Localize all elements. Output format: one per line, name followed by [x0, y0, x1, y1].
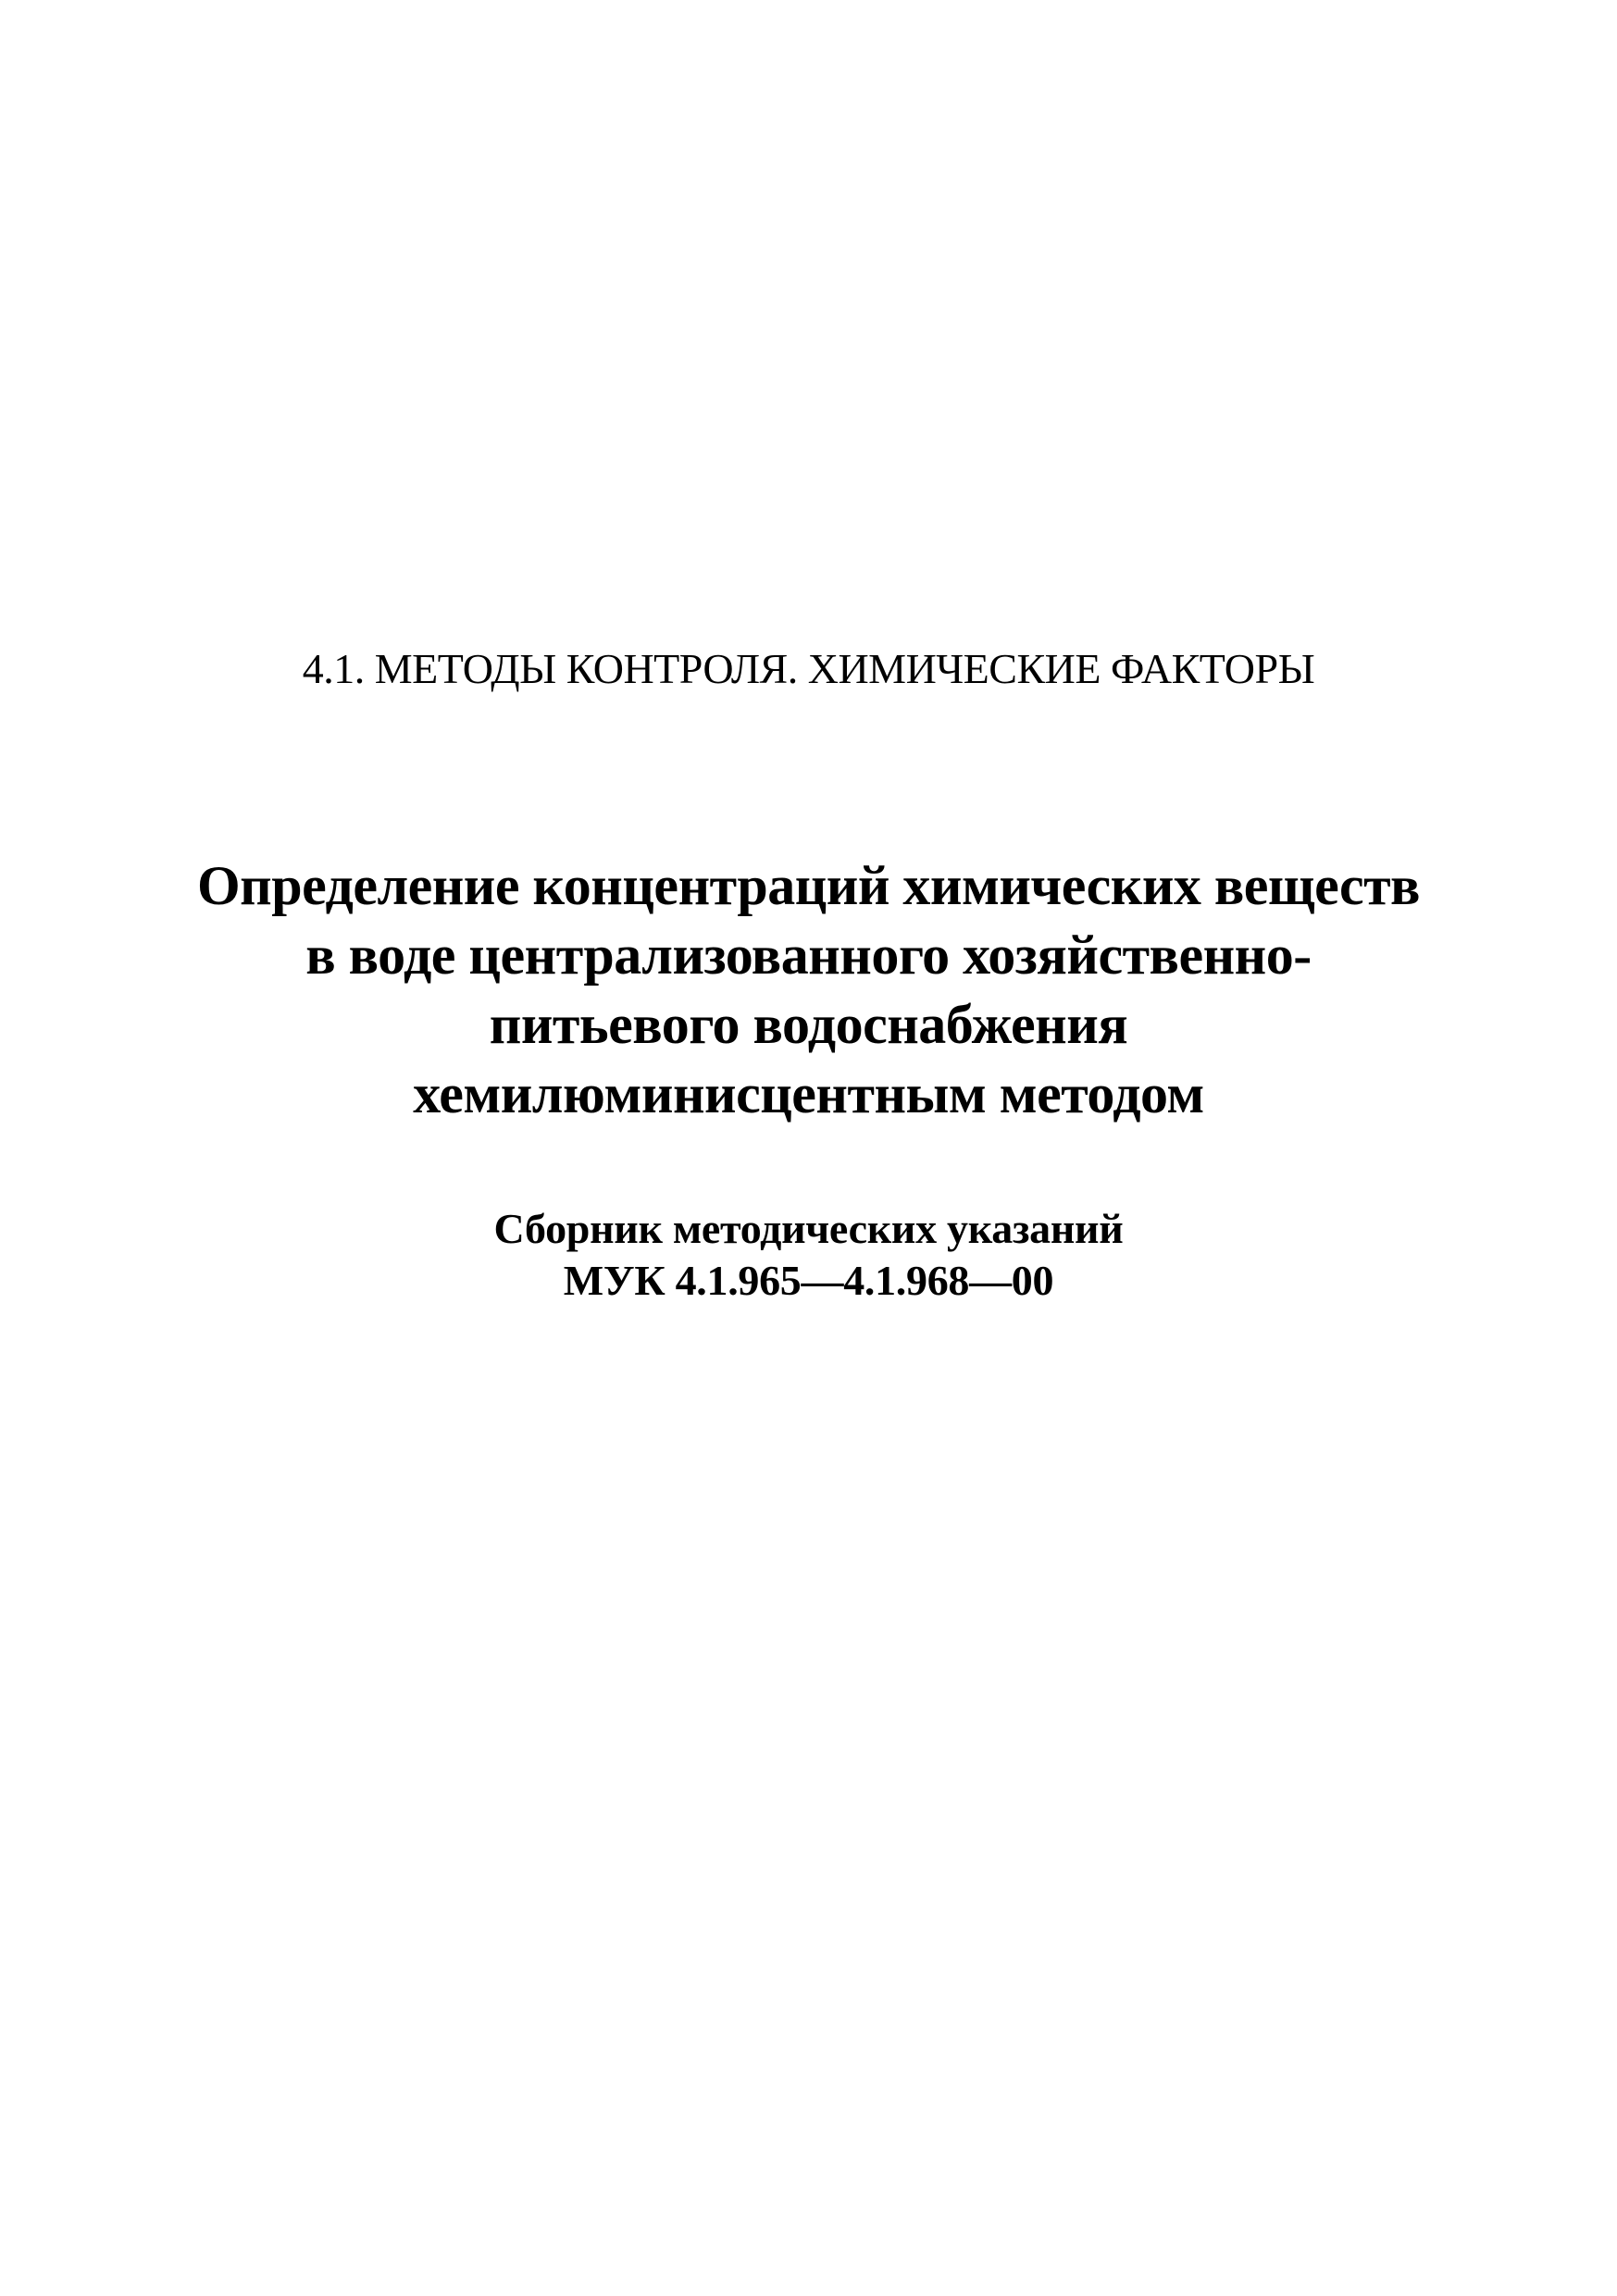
document-code: МУК 4.1.965—4.1.968—00: [563, 1257, 1054, 1304]
title-line-1: Определение концентраций химических веществ: [197, 855, 1420, 916]
section-header: 4.1. МЕТОДЫ КОНТРОЛЯ. ХИМИЧЕСКИЕ ФАКТОРЫ: [302, 645, 1315, 692]
title-line-4: хемилюминисцентным методом: [413, 1063, 1204, 1124]
title-line-2: в воде централизованного хозяйственно-: [305, 925, 1312, 986]
title-line-3: питьевого водоснабжения: [489, 994, 1128, 1055]
collection-label: Сборник методических указаний: [493, 1205, 1124, 1252]
main-title: [0, 851, 1617, 1129]
subtitle-block: [0, 1203, 1617, 1307]
